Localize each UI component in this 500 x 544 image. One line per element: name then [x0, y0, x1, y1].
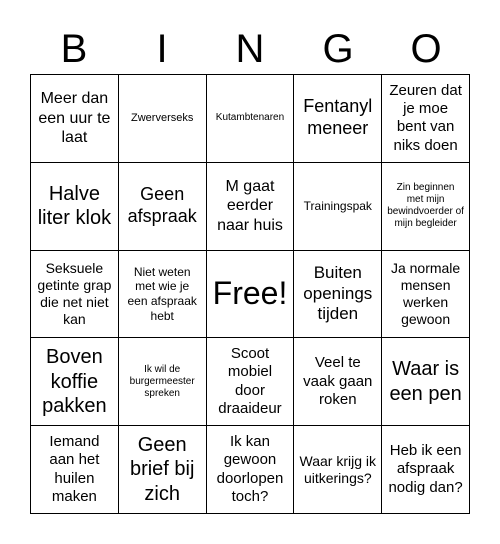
bingo-cell: Geen brief bij zich — [119, 426, 207, 514]
bingo-cell: Waar is een pen — [382, 338, 470, 426]
bingo-cell: Halve liter klok — [31, 163, 119, 251]
bingo-cell: Heb ik een afspraak nodig dan? — [382, 426, 470, 514]
free-space-cell: Free! — [207, 251, 295, 339]
bingo-cell: Ja normale mensen werken gewoon — [382, 251, 470, 339]
bingo-cell: Geen afspraak — [119, 163, 207, 251]
bingo-cell: Zwerverseks — [119, 75, 207, 163]
bingo-cell: Iemand aan het huilen maken — [31, 426, 119, 514]
bingo-cell: Trainingspak — [294, 163, 382, 251]
bingo-cell: Ik wil de burgermeester spreken — [119, 338, 207, 426]
bingo-cell: Meer dan een uur te laat — [31, 75, 119, 163]
bingo-cell: Niet weten met wie je een afspraak hebt — [119, 251, 207, 339]
bingo-cell: Seksuele getinte grap die net niet kan — [31, 251, 119, 339]
bingo-cell: Veel te vaak gaan roken — [294, 338, 382, 426]
header-letter-n: N — [235, 27, 265, 71]
bingo-cell: Kutambtenaren — [207, 75, 295, 163]
bingo-cell: Waar krijg ik uitkerings? — [294, 426, 382, 514]
header-letter-o: O — [410, 27, 442, 71]
bingo-cell: M gaat eerder naar huis — [207, 163, 295, 251]
header-letter-i: I — [156, 27, 168, 71]
bingo-cell: Zeuren dat je moe bent van niks doen — [382, 75, 470, 163]
bingo-cell: Scoot mobiel door draaideur — [207, 338, 295, 426]
bingo-header — [30, 24, 470, 74]
bingo-cell: Buiten openings tijden — [294, 251, 382, 339]
bingo-cell: Boven koffie pakken — [31, 338, 119, 426]
bingo-cell: Fentanyl meneer — [294, 75, 382, 163]
header-letter-g: G — [322, 27, 354, 71]
header-letter-b: B — [60, 27, 88, 71]
bingo-cell: Zin beginnen met mijn bewindvoerder of mijn begleider — [382, 163, 470, 251]
bingo-card-grid — [30, 74, 470, 514]
bingo-cell: Ik kan gewoon doorlopen toch? — [207, 426, 295, 514]
